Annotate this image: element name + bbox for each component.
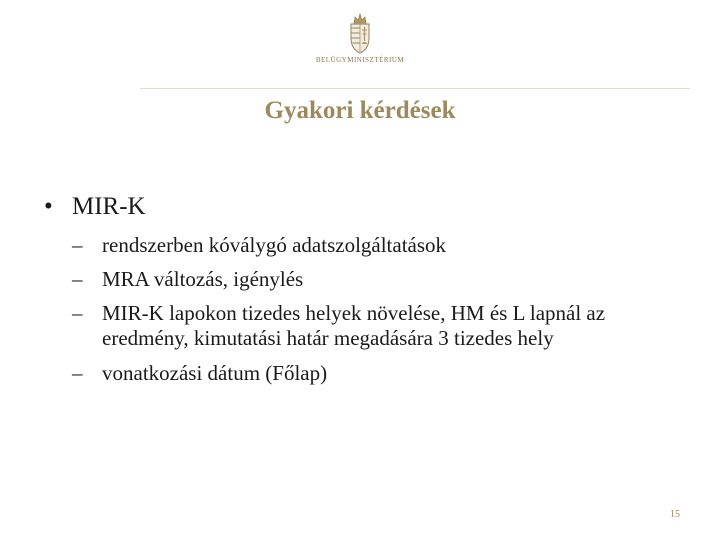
main-bullet — [44, 193, 146, 221]
list-item — [72, 301, 692, 351]
list-item-text: MRA változás, igénylés — [102, 267, 304, 291]
page-number: 15 — [670, 509, 680, 520]
header-divider — [140, 88, 690, 89]
bullet-symbol: • — [44, 193, 53, 220]
main-bullet-text: MIR-K — [72, 193, 146, 220]
list-item — [72, 267, 692, 292]
list-item-text: rendszerben kóválygó adatszolgáltatások — [102, 233, 447, 257]
dash-symbol: – — [72, 361, 83, 385]
list-item-text: vonatkozási dátum (Főlap) — [102, 361, 328, 385]
sub-bullet-list — [72, 233, 692, 395]
list-item — [72, 233, 692, 258]
ministry-logo — [310, 14, 410, 76]
dash-symbol: – — [72, 233, 83, 257]
list-item-text: MIR-K lapokon tizedes helyek növelése, HM és L lapnál az eredmény, kimutatási határ megadására 3 tizedes hely — [102, 301, 606, 350]
list-item — [72, 361, 692, 386]
dash-symbol: – — [72, 301, 83, 325]
ministry-name: BELÜGYMINISZTÉRIUM — [315, 56, 405, 64]
dash-symbol: – — [72, 267, 83, 291]
hungarian-coat-of-arms-icon — [348, 14, 372, 54]
slide-title: Gyakori kérdések — [264, 97, 456, 124]
